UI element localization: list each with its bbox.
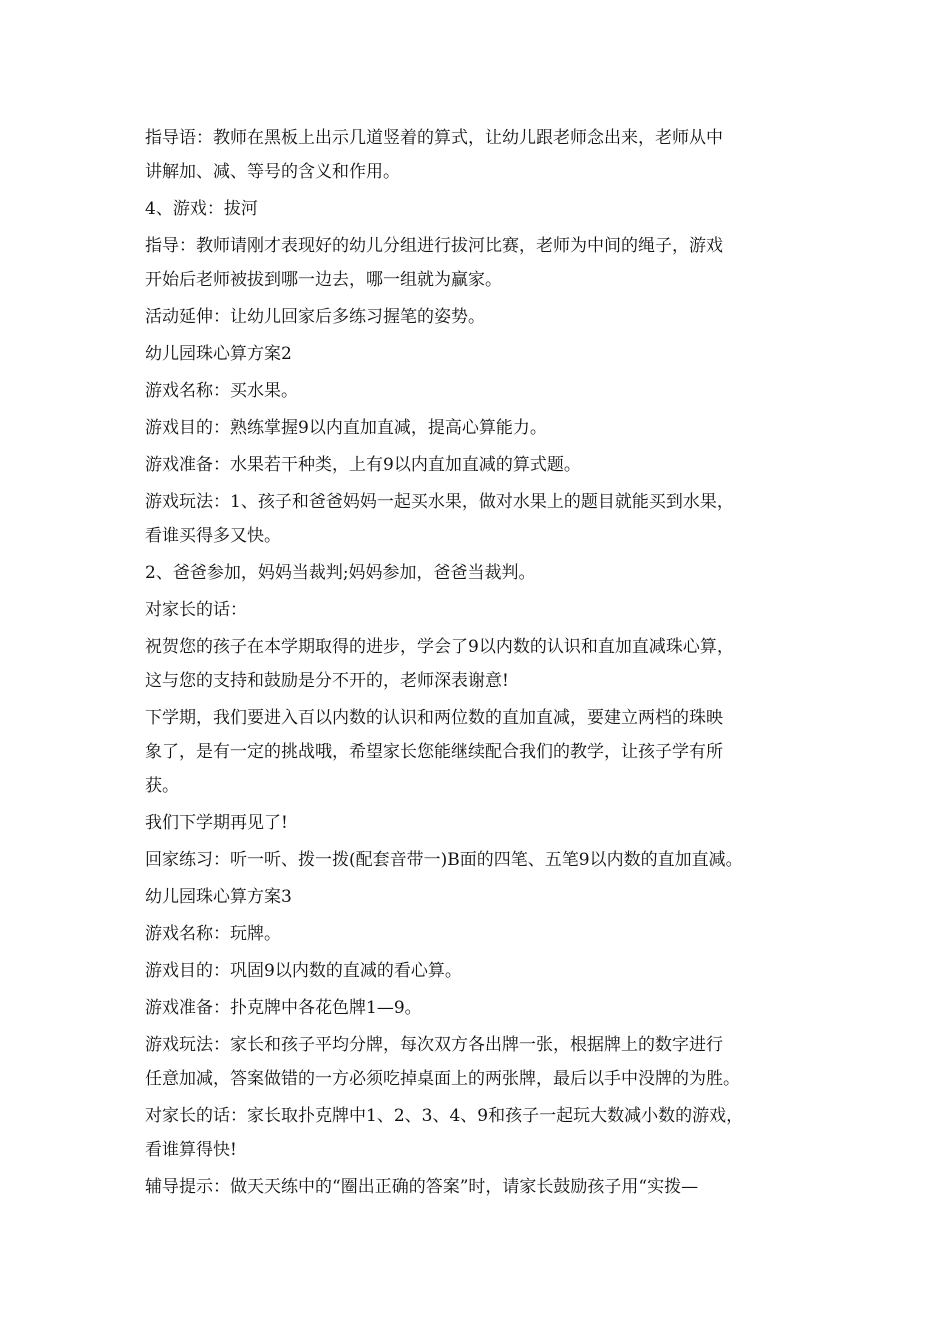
text-line: 开始后老师被拔到哪一边去，哪一组就为赢家。 [145,270,502,290]
text-line: 指导：教师请刚才表现好的幼儿分组进行拔河比赛，老师为中间的绳子，游戏 [145,236,723,256]
text-line: 游戏目的：熟练掌握9以内直加直减，提高心算能力。 [145,418,547,438]
text-line: 游戏玩法：1、孩子和爸爸妈妈一起买水果，做对水果上的题目就能买到水果， [145,492,734,512]
text-line: 看谁算得快! [145,1140,237,1160]
text-line: 游戏准备：扑克牌中各花色牌1—9。 [145,998,422,1018]
text-line: 祝贺您的孩子在本学期取得的进步，学会了9以内数的认识和直加直减珠心算， [145,637,734,657]
text-line: 4、游戏：拔河 [145,199,258,219]
document-body [145,121,817,1204]
text-line: 游戏名称：买水果。 [145,381,298,401]
text-line: 游戏目的：巩固9以内数的直减的看心算。 [145,961,462,981]
text-line: 讲解加、减、等号的含义和作用。 [145,162,400,182]
text-line: 任意加减，答案做错的一方必须吃掉桌面上的两张牌，最后以手中没牌的为胜。 [145,1069,740,1089]
text-line: 看谁买得多又快。 [145,526,281,546]
text-line: 获。 [145,776,179,796]
text-line: 游戏准备：水果若干种类，上有9以内直加直减的算式题。 [145,455,581,475]
text-line: 对家长的话： [145,600,247,620]
text-line: 游戏玩法：家长和孩子平均分牌，每次双方各出牌一张，根据牌上的数字进行 [145,1035,723,1055]
text-line: 辅导提示：做天天练中的“圈出正确的答案”时，请家长鼓励孩子用“实拨— [145,1177,699,1197]
text-line: 游戏名称：玩牌。 [145,924,281,944]
text-line: 对家长的话：家长取扑克牌中1、2、3、4、9和孩子一起玩大数减小数的游戏， [145,1106,744,1126]
text-line: 2、爸爸参加，妈妈当裁判;妈妈参加，爸爸当裁判。 [145,563,536,583]
text-line: 这与您的支持和鼓励是分不开的，老师深表谢意! [145,671,509,691]
text-line: 下学期，我们要进入百以内数的认识和两位数的直加直减，要建立两档的珠映 [145,708,723,728]
text-line: 幼儿园珠心算方案2 [145,344,292,364]
text-line: 指导语：教师在黑板上出示几道竖着的算式，让幼儿跟老师念出来，老师从中 [145,128,723,148]
text-line: 回家练习：听一听、拨一拨(配套音带一)B面的四笔、五笔9以内数的直加直减。 [145,850,743,870]
text-line: 我们下学期再见了! [145,813,288,833]
text-line: 活动延伸：让幼儿回家后多练习握笔的姿势。 [145,307,485,327]
text-line: 幼儿园珠心算方案3 [145,887,292,907]
text-line: 象了，是有一定的挑战哦，希望家长您能继续配合我们的教学，让孩子学有所 [145,742,723,762]
